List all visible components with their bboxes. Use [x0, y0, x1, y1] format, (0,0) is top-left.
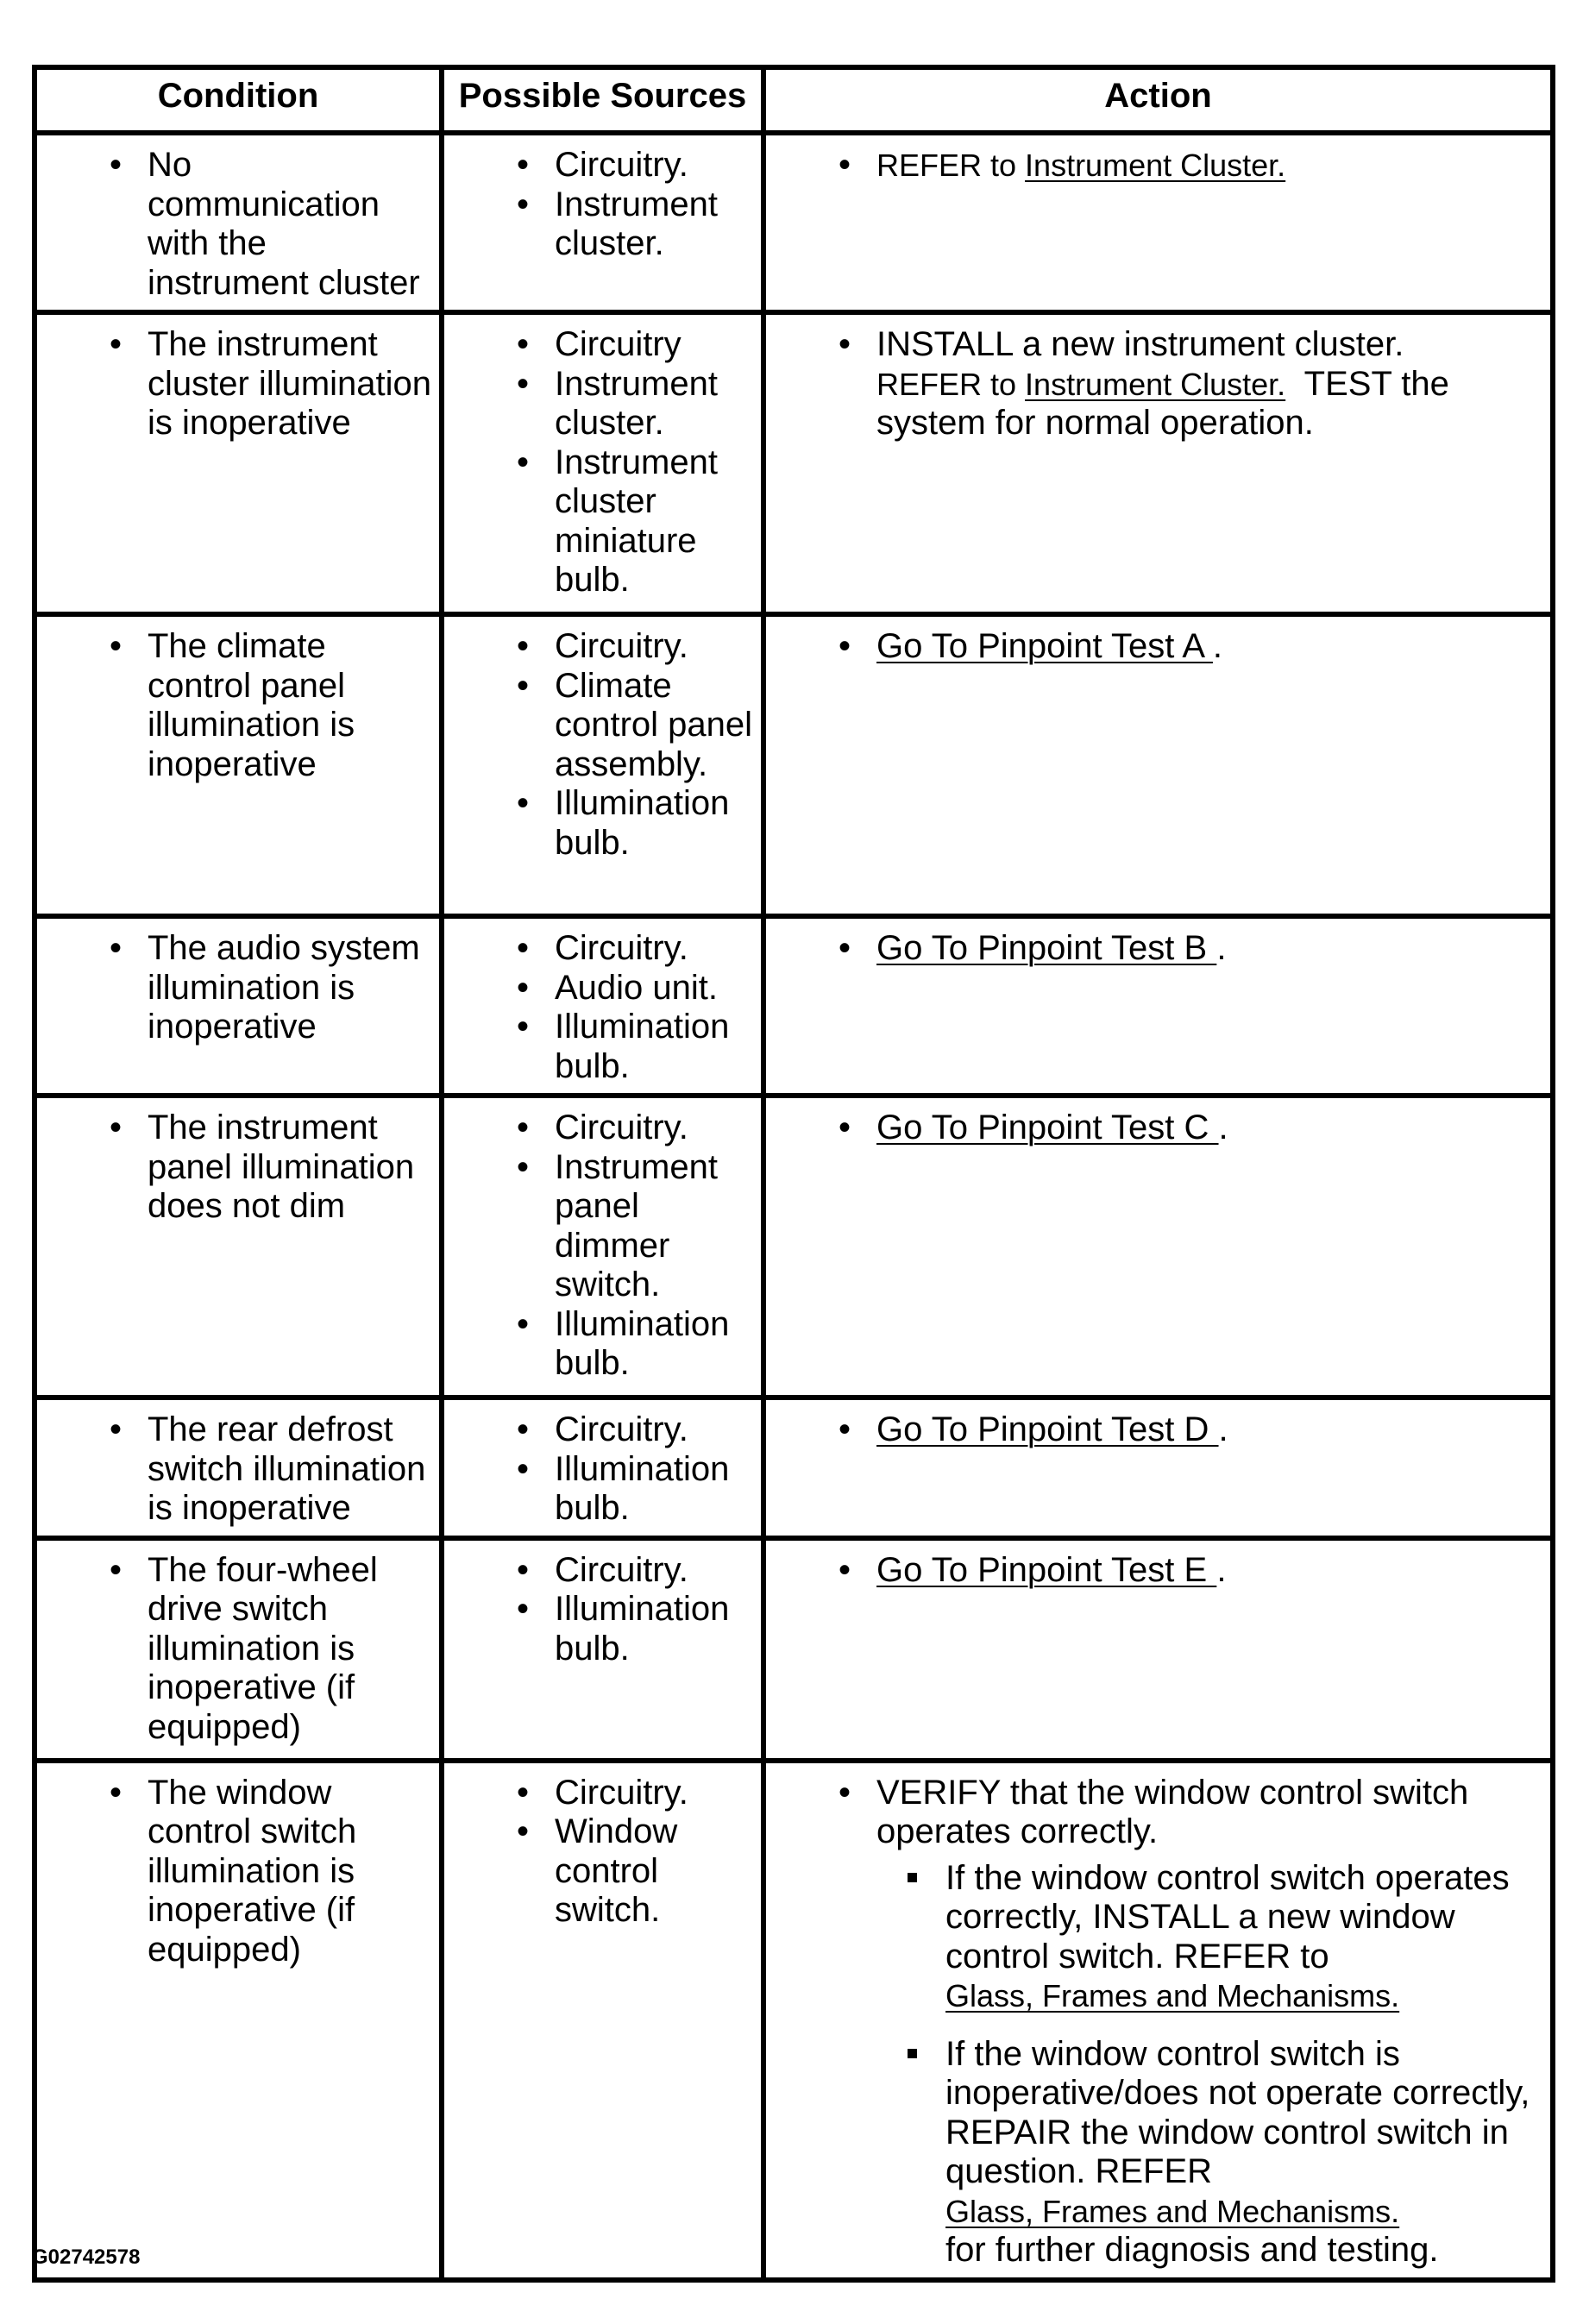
action-item [766, 1109, 1543, 1148]
condition-text: • The four-wheel drive switch illumination is inoperative (if equipped) [37, 1551, 432, 1748]
action-item [766, 627, 1543, 667]
action-cell [763, 1096, 1553, 1398]
sources-cell [442, 1761, 763, 2280]
source-item: • Illumination bulb. [444, 1590, 754, 1668]
condition-list [37, 1774, 432, 1970]
source-item: • Instrument cluster miniature bulb. [444, 443, 754, 600]
action-line [876, 146, 1285, 184]
table-row [35, 1398, 1553, 1538]
action-subitem-text: If the window control switch operates correctly, INSTALL a new window control switch. REFER to [945, 1858, 1510, 1975]
source-item: • Illumination bulb. [444, 784, 754, 863]
table-row [35, 133, 1553, 312]
action-cell [763, 133, 1553, 312]
table-body [35, 133, 1553, 2280]
source-item: • Illumination bulb. [444, 1008, 754, 1086]
source-item: • Audio unit. [444, 969, 754, 1008]
condition-cell [35, 1761, 442, 2280]
condition-text: • No communication with the instrument cluster [37, 146, 432, 303]
header-action: Action [763, 67, 1553, 133]
action-refer-text: REFER to [876, 366, 1026, 402]
sources-list [444, 627, 754, 863]
action-link[interactable]: Go To Pinpoint Test D [876, 1410, 1219, 1448]
action-post-text: TEST the system for normal operation. [876, 364, 1460, 442]
condition-list [37, 627, 432, 784]
action-item [766, 929, 1543, 969]
source-item: • Instrument cluster. [444, 365, 754, 443]
action-lead: • INSTALL a new instrument cluster. [876, 325, 1404, 363]
action-line [876, 365, 1459, 443]
action-subitem-link[interactable]: Glass, Frames and Mechanisms. [945, 1978, 1400, 2013]
table-row [35, 916, 1553, 1096]
condition-text: • The climate control panel illumination is inoperative [37, 627, 432, 784]
source-item: • Circuitry. [444, 146, 754, 185]
action-list [766, 1109, 1543, 1148]
action-cell [763, 312, 1553, 614]
condition-text: • The rear defrost switch illumination is inoperative [37, 1410, 432, 1529]
table-row [35, 1761, 1553, 2280]
sources-list [444, 1410, 754, 1529]
source-item: • Circuitry. [444, 1109, 754, 1148]
action-subitem [876, 1859, 1543, 2016]
source-item: • Circuitry [444, 325, 754, 365]
source-item: • Climate control panel assembly. [444, 667, 754, 785]
action-refer-text: REFER to [876, 148, 1026, 183]
table-row [35, 312, 1553, 614]
table-row [35, 614, 1553, 916]
sources-cell [442, 1538, 763, 1761]
action-post-text: . [1218, 1109, 1228, 1146]
action-cell [763, 916, 1553, 1096]
header-condition: Condition [35, 67, 442, 133]
condition-cell [35, 312, 442, 614]
sources-cell [442, 1398, 763, 1538]
action-item [766, 1774, 1543, 2271]
sources-cell [442, 916, 763, 1096]
source-item: • Illumination bulb. [444, 1450, 754, 1529]
action-link[interactable]: Instrument Cluster. [1025, 148, 1286, 183]
action-list [766, 1551, 1543, 1591]
sources-cell [442, 614, 763, 916]
condition-cell [35, 1398, 442, 1538]
action-list [766, 627, 1543, 667]
action-cell [763, 614, 1553, 916]
action-link[interactable]: Go To Pinpoint Test A [876, 627, 1213, 665]
condition-list [37, 1410, 432, 1529]
action-line [876, 1410, 1228, 1448]
sources-cell [442, 312, 763, 614]
action-line [876, 1551, 1226, 1589]
table-row [35, 1096, 1553, 1398]
action-cell [763, 1761, 1553, 2280]
condition-list [37, 325, 432, 443]
action-link[interactable]: Go To Pinpoint Test E [876, 1550, 1217, 1589]
action-link[interactable]: Go To Pinpoint Test C [876, 1109, 1219, 1146]
action-cell [763, 1398, 1553, 1538]
source-item: • Circuitry. [444, 1410, 754, 1450]
action-post-text: . [1216, 929, 1227, 967]
action-list [766, 1410, 1543, 1450]
action-sublist [876, 1859, 1543, 2271]
action-list [766, 325, 1543, 443]
action-line [876, 627, 1222, 665]
sources-list [444, 1109, 754, 1384]
header-row [35, 67, 1553, 133]
action-post-text: . [1216, 1550, 1227, 1589]
source-item: • Instrument cluster. [444, 185, 754, 264]
action-list [766, 1774, 1543, 2271]
condition-list [37, 929, 432, 1047]
source-item: • Circuitry. [444, 929, 754, 969]
sources-cell [442, 1096, 763, 1398]
table-row [35, 1538, 1553, 1761]
condition-list [37, 146, 432, 303]
figure-id: G02742578 [32, 2245, 141, 2269]
action-link[interactable]: Go To Pinpoint Test B [876, 929, 1217, 967]
action-subitem-text: If the window control switch is inoperative/does not operate correctly, REPAIR the window control switch in question. REFER [945, 2034, 1530, 2190]
action-lead: • VERIFY that the window control switch operates correctly. [876, 1773, 1469, 1850]
action-list [766, 929, 1543, 969]
action-line [876, 929, 1226, 967]
condition-text: • The window control switch illumination is inoperative (if equipped) [37, 1774, 432, 1970]
sources-cell [442, 133, 763, 312]
action-list [766, 146, 1543, 185]
sources-list [444, 325, 754, 600]
condition-list [37, 1551, 432, 1748]
source-item: • Instrument panel dimmer switch. [444, 1148, 754, 1305]
action-subitem-post: for further diagnosis and testing. [945, 2231, 1439, 2269]
action-post-text: . [1212, 627, 1223, 665]
action-item [766, 1410, 1543, 1450]
source-item: • Circuitry. [444, 1551, 754, 1591]
action-post-text: . [1218, 1410, 1228, 1448]
action-subitem [876, 2035, 1543, 2271]
sources-list [444, 929, 754, 1086]
header-possible-sources: Possible Sources [442, 67, 763, 133]
diagnosis-table-container [32, 65, 1550, 2283]
action-subitem-link[interactable]: Glass, Frames and Mechanisms. [945, 2193, 1400, 2229]
condition-text: • The instrument cluster illumination is inoperative [37, 325, 432, 443]
sources-list [444, 1774, 754, 1931]
condition-text: • The instrument panel illumination does not dim [37, 1109, 432, 1227]
sources-list [444, 1551, 754, 1669]
source-item: • Window control switch. [444, 1812, 754, 1931]
condition-cell [35, 133, 442, 312]
condition-cell [35, 1096, 442, 1398]
action-item [766, 146, 1543, 185]
condition-cell [35, 1538, 442, 1761]
symptom-chart-table [32, 65, 1555, 2283]
condition-cell [35, 916, 442, 1096]
condition-cell [35, 614, 442, 916]
condition-text: • The audio system illumination is inoperative [37, 929, 432, 1047]
action-cell [763, 1538, 1553, 1761]
condition-list [37, 1109, 432, 1227]
action-item [766, 325, 1543, 443]
action-line [876, 1109, 1228, 1146]
source-item: • Circuitry. [444, 627, 754, 667]
action-link[interactable]: Instrument Cluster. [1025, 366, 1286, 402]
sources-list [444, 146, 754, 264]
action-item [766, 1551, 1543, 1591]
source-item: • Illumination bulb. [444, 1305, 754, 1384]
source-item: • Circuitry. [444, 1774, 754, 1813]
